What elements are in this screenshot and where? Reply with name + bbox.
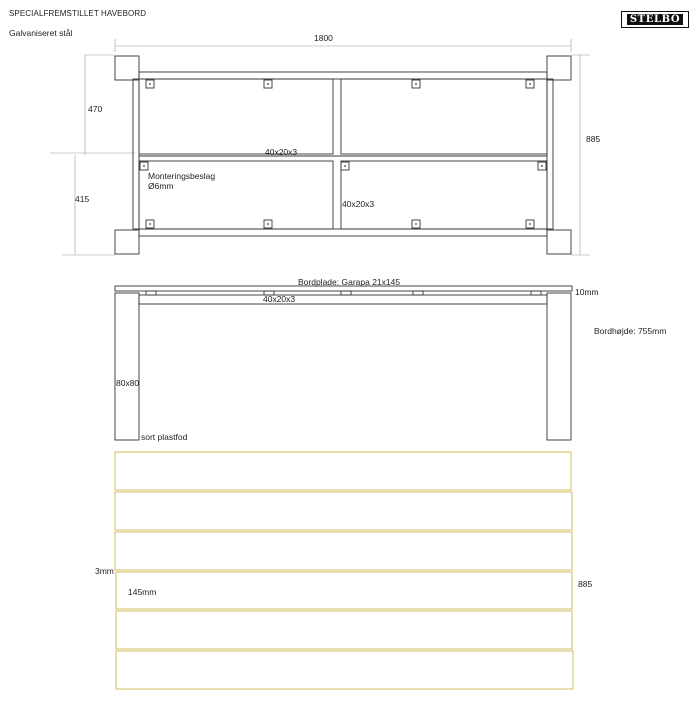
side-brackets [146, 291, 541, 295]
boards-view [115, 452, 573, 689]
board-2 [115, 492, 572, 530]
side-leg-left [115, 293, 139, 440]
foot-label: sort plastfod [141, 432, 188, 442]
panel-top-left [139, 79, 333, 154]
panel-bottom-right [341, 161, 547, 229]
bracket-size-label: Ø6mm [148, 181, 174, 191]
side-view [115, 286, 572, 440]
tabletop-label: Bordplade: Garapa 21x145 [298, 277, 401, 287]
lower-dimension-label: 415 [75, 194, 90, 204]
depth-dimension-label: 885 [586, 134, 601, 144]
leg-top-right [547, 56, 571, 80]
leg-size-label: 80x80 [116, 378, 140, 388]
board-6 [116, 651, 573, 689]
top-view [50, 39, 590, 255]
boards-depth-label: 885 [578, 579, 593, 589]
length-dimension-label: 1800 [314, 33, 333, 43]
bracket-label: Monteringsbeslag [148, 171, 216, 181]
side-rail-label: 40x20x3 [263, 294, 296, 304]
side-leg-right [547, 293, 571, 440]
board-4 [116, 572, 572, 609]
side-rail [139, 295, 547, 304]
tabletop-thickness-label: 10mm [575, 287, 599, 297]
frame-rail-right [547, 79, 553, 229]
profile-label-right: 40x20x3 [342, 199, 375, 209]
leg-bottom-right [547, 230, 571, 254]
leg-bottom-left [115, 230, 139, 254]
profile-label-top: 40x20x3 [265, 147, 298, 157]
frame-rail-bottom [139, 229, 547, 236]
upper-dimension-label: 470 [88, 104, 103, 114]
board-5 [116, 611, 572, 649]
material-subtitle: Galvaniseret stål [9, 28, 73, 38]
board-gap-label: 3mm [95, 566, 114, 576]
table-height-label: Bordhøjde: 755mm [594, 326, 667, 336]
logo-text: STELBO [627, 14, 683, 25]
board-1 [115, 452, 571, 490]
frame-rail-left [133, 79, 139, 229]
board-width-label: 145mm [128, 587, 157, 597]
frame-rail-top [139, 72, 547, 79]
board-3 [115, 532, 572, 570]
leg-top-left [115, 56, 139, 80]
drawing-title: SPECIALFREMSTILLET HAVEBORD [9, 9, 147, 18]
panel-top-right [341, 79, 547, 154]
